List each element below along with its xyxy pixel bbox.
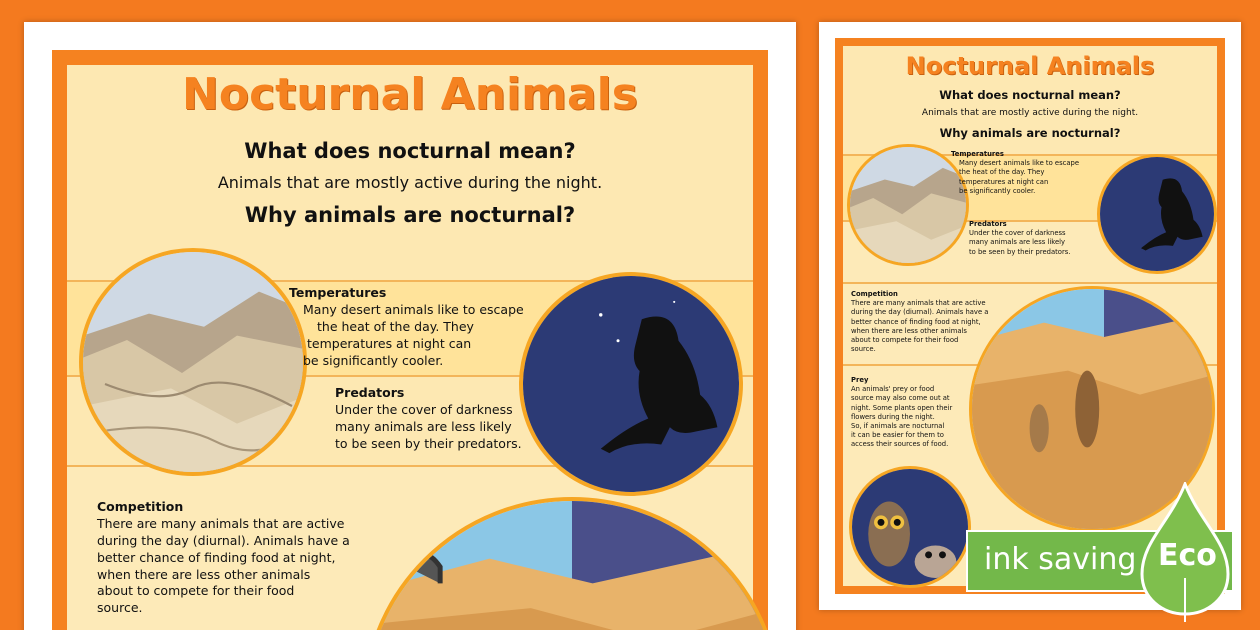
owl-and-mouse-image-small [849,466,971,588]
competition-line: better chance of finding food at night, [97,549,336,565]
competition-line-small: when there are less other animals [851,326,967,335]
temperatures-line-small: be significantly cooler. [959,186,1036,195]
owl-silhouette-image-small [1097,154,1217,274]
competition-heading-small: Competition [851,290,898,298]
temperatures-line: Many desert animals like to escape [303,301,524,317]
competition-section [97,499,350,617]
competition-line-small: during the day (diurnal). Animals have a [851,308,989,317]
predators-line: Under the cover of darkness [335,401,513,417]
definition-text: Animals that are mostly active during the night. [217,173,603,192]
predators-section [335,385,522,453]
competition-line: source. [97,600,143,616]
poster-title: Nocturnal Animals [182,69,638,120]
competition-line: about to compete for their food [97,583,295,599]
owl-silhouette-image [519,272,743,496]
large-poster [52,50,768,630]
temperatures-line-small: Many desert animals like to escape [959,159,1080,168]
question-why-nocturnal: Why animals are nocturnal? [244,203,576,227]
competition-heading: Competition [97,499,184,514]
question-why-nocturnal-small: Why animals are nocturnal? [939,126,1121,140]
prey-line-small: An animals' prey or food [851,385,935,394]
ink-saving-label: ink saving [984,542,1137,577]
temperatures-section-small [951,150,1079,196]
desert-landscape-image [79,248,307,476]
competition-line: There are many animals that are active [97,515,345,531]
question-what-does-nocturnal-mean: What does nocturnal mean? [244,139,576,163]
temperatures-line: temperatures at night can [307,335,472,351]
competition-line-small: There are many animals that are active [851,299,986,308]
temperatures-line-small: temperatures at night can [959,177,1049,186]
poster-title-small: Nocturnal Animals [905,52,1155,80]
predators-heading: Predators [335,385,405,400]
predators-heading-small: Predators [969,220,1007,228]
predators-line-small: many animals are less likely [969,238,1066,247]
competition-line-small: source. [851,345,876,354]
temperatures-line-small: the heat of the day. They [959,168,1045,177]
prey-line-small: night. Some plants open their [851,403,953,412]
predators-line: many animals are less likely [335,418,512,434]
predators-line: to be seen by their predators. [335,435,522,451]
eco-label: Eco [1158,538,1217,573]
desert-dunes-image [362,497,782,630]
prey-line-small: source may also come out at [851,394,950,403]
definition-text-small: Animals that are mostly active during the night. [921,108,1139,118]
predators-line-small: Under the cover of darkness [969,229,1066,238]
temperatures-heading: Temperatures [289,285,387,300]
competition-line: during the day (diurnal). Animals have a [97,532,350,548]
temperatures-line: be significantly cooler. [303,352,444,368]
prey-line-small: access their sources of food. [851,440,949,449]
prey-section-small [851,376,952,449]
temperatures-heading-small: Temperatures [951,150,1004,158]
prey-line-small: So, if animals are nocturnal [851,421,945,430]
predators-section-small [969,220,1070,257]
prey-line-small: it can be easier for them to [851,431,944,440]
question-what-does-nocturnal-mean-small: What does nocturnal mean? [939,88,1121,102]
large-page [24,22,796,630]
prey-line-small: flowers during the night. [851,412,935,421]
competition-line-small: about to compete for their food [851,335,959,344]
competition-section-small [851,290,988,354]
temperatures-section [289,285,524,369]
competition-line: when there are less other animals [97,566,311,582]
competition-line-small: better chance of finding food at night, [851,317,981,326]
temperatures-line: the heat of the day. They [317,318,474,334]
prey-heading-small: Prey [851,376,869,384]
predators-line-small: to be seen by their predators. [969,247,1071,256]
